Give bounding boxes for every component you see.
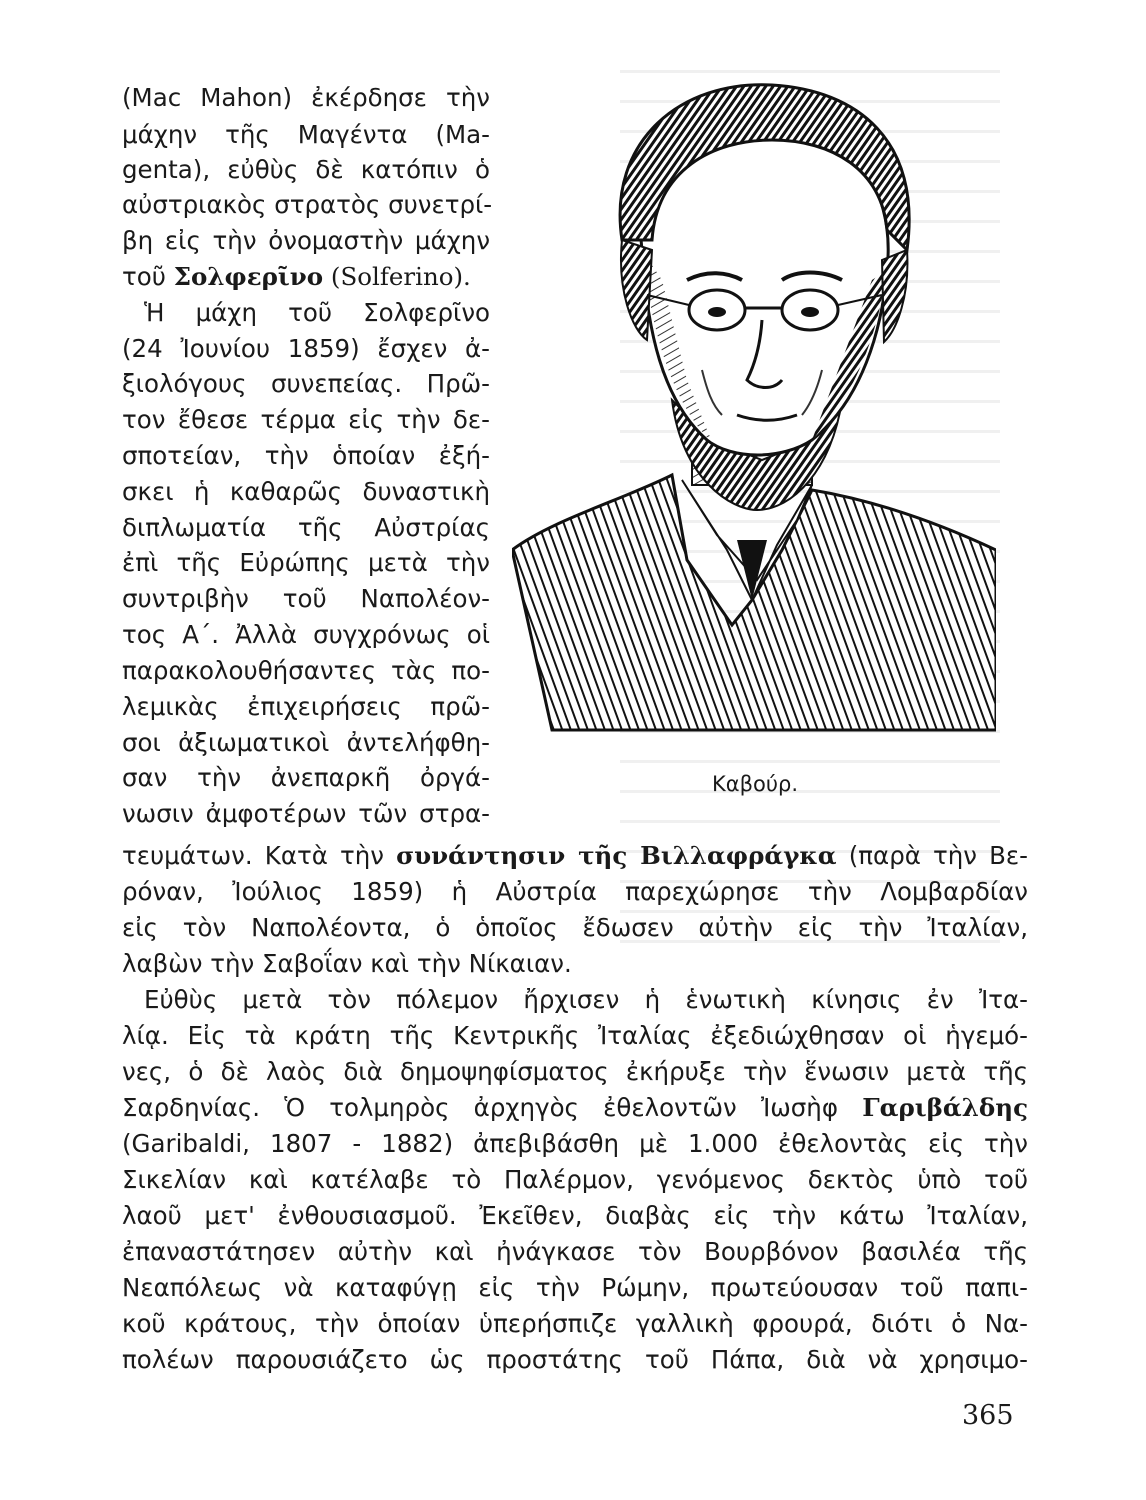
page-number: 365 [962, 1400, 1014, 1431]
text-line: πολέων παρουσιάζετο ὡς προστάτης τοῦ Πάπα, διὰ νὰ χρησιμο- [122, 1345, 1028, 1374]
text-line: τον ἔθεσε τέρμα εἰς τὴν δε- [122, 405, 490, 434]
text-line: εἰς τὸν Ναπολέοντα, ὁ ὁποῖος ἔδωσεν αὐτὴν εἰς τὴν Ἰταλίαν, [122, 913, 1028, 942]
text-line-villafranca [122, 838, 1028, 874]
text-line: μάχην τῆς Μαγέντα (Ma- [122, 120, 490, 149]
text-line: λίᾳ. Εἰς τὰ κράτη τῆς Κεντρικῆς Ἰταλίας ἐξεδιώχθησαν οἱ ἡγεμό- [122, 1021, 1028, 1050]
text-line: νες, ὁ δὲ λαὸς διὰ δημοψηφίσματος ἐκήρυξε τὴν ἕνωσιν μετὰ τῆς [122, 1057, 1028, 1086]
text-line: ἐπὶ τῆς Εὐρώπης μετὰ τὴν [122, 548, 490, 577]
text-line: Εὐθὺς μετὰ τὸν πόλεμον ἤρχισεν ἡ ἑνωτικὴ κίνησις ἐν Ἰτα- [144, 985, 1028, 1014]
text-line: Νεαπόλεως νὰ καταφύγῃ εἰς τὴν Ρώμην, πρωτεύουσαν τοῦ παπι- [122, 1273, 1028, 1302]
text-line: αὐστριακὸς στρατὸς συνετρί- [122, 190, 493, 219]
bold-term-solferino: Σολφερῖνο [173, 262, 324, 291]
text-line: (24 Ἰουνίου 1859) ἔσχεν ἀ- [122, 334, 490, 363]
text-fragment: τευμάτων. Κατὰ τὴν [122, 841, 397, 870]
text-line: παρακολουθήσαντες τὰς πο- [122, 656, 490, 685]
text-line: σποτείαν, τὴν ὁποίαν ἐξή- [122, 441, 490, 470]
bold-term-villafranca: συνάντησιν τῆς Βιλλαφράγκα [396, 841, 837, 870]
bold-term-garibaldi: Γαριβάλδης [862, 1093, 1028, 1122]
text-line: διπλωματία τῆς Αὐστρίας [122, 513, 490, 542]
text-line-garibaldi [122, 1090, 1028, 1126]
text-line: κοῦ κράτους, τὴν ὁποίαν ὑπερήσπιζε γαλλικὴ φρουρά, διότι ὁ Να- [122, 1309, 1028, 1338]
text-line: Σικελίαν καὶ κατέλαβε τὸ Παλέρμον, γενόμενος δεκτὸς ὑπὸ τοῦ [122, 1165, 1028, 1194]
text-line: τος Α΄. Ἀλλὰ συγχρόνως οἱ [122, 620, 490, 649]
text-line: genta), εὐθὺς δὲ κατόπιν ὁ [122, 155, 490, 184]
text-line: Ἡ μάχη τοῦ Σολφερῖνο [144, 298, 490, 327]
text-line: νωσιν ἀμφοτέρων τῶν στρα- [122, 799, 490, 828]
text-line: (Mac Mahon) ἐκέρδησε τὴν [122, 83, 490, 112]
cavour-portrait-illustration [512, 80, 996, 760]
text-line-solferino [122, 259, 490, 295]
text-line: ρόναν, Ἰούλιος 1859) ἡ Αὐστρία παρεχώρησε τὴν Λομβαρδίαν [122, 877, 1028, 906]
text-line: βη εἰς τὴν ὀνομαστὴν μάχην [122, 226, 490, 255]
text-fragment: (Solferino). [323, 262, 471, 291]
text-line: ξιολόγους συνεπείας. Πρῶ- [122, 369, 490, 398]
text-line: σαν τὴν ἀνεπαρκῆ ὀργά- [122, 763, 490, 792]
text-fragment: Σαρδηνίας. Ὁ τολμηρὸς ἀρχηγὸς ἐθελοντῶν Ἰωσὴφ [122, 1093, 863, 1122]
text-line: λεμικὰς ἐπιχειρήσεις πρῶ- [122, 692, 490, 721]
text-line: σοι ἀξιωματικοὶ ἀντελήφθη- [122, 728, 490, 757]
text-line: συντριβὴν τοῦ Ναπολέον- [122, 584, 490, 613]
text-line: λαοῦ μετ' ἐνθουσιασμοῦ. Ἐκεῖθεν, διαβὰς εἰς τὴν κάτω Ἰταλίαν, [122, 1201, 1028, 1230]
text-line: ἐπαναστάτησεν αὐτὴν καὶ ἠνάγκασε τὸν Βουρβόνον βασιλέα τῆς [122, 1237, 1028, 1266]
text-line: (Garibaldi, 1807 - 1882) ἀπεβιβάσθη μὲ 1.000 ἐθελοντὰς εἰς τὴν [122, 1129, 1028, 1158]
text-line: λαβὼν τὴν Σαβοΐαν καὶ τὴν Νίκαιαν. [122, 949, 572, 978]
portrait-caption: Καβούρ. [712, 772, 799, 796]
text-fragment: (παρὰ τὴν Βε- [836, 841, 1028, 870]
text-fragment: τοῦ [122, 262, 174, 291]
text-line: σκει ἡ καθαρῶς δυναστικὴ [122, 477, 490, 506]
